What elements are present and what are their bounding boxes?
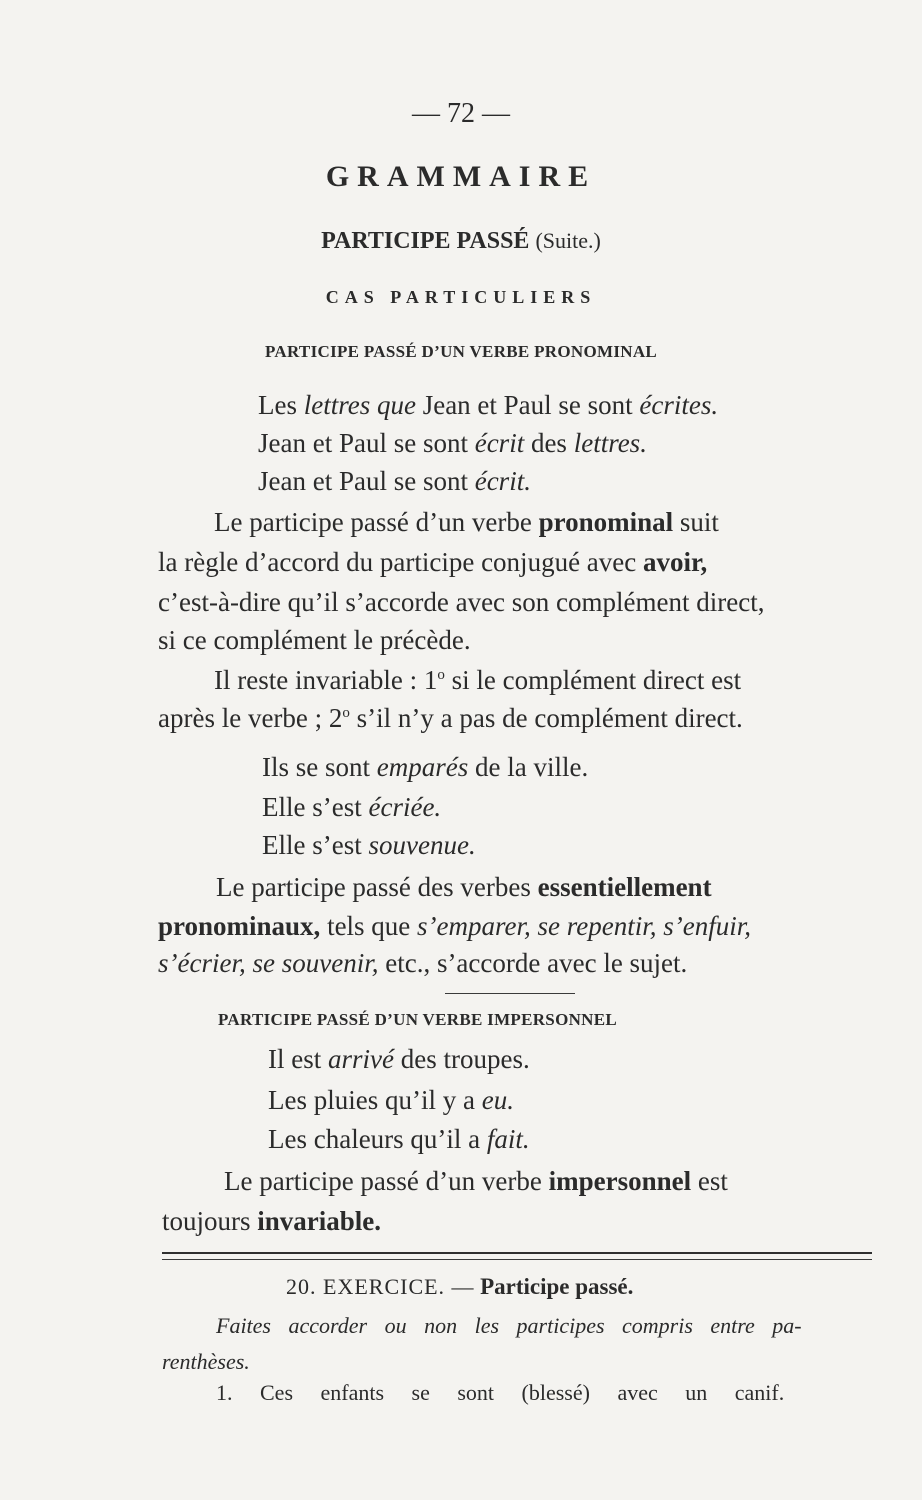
rule2-line1: Il reste invariable : 1$^o$ si le complément direct est <box>214 665 742 695</box>
exercise-instruction-line1: Faites accorder ou non les participes compris entre pa- <box>216 1313 802 1338</box>
rule1-line3: c’est-à-dire qu’il s’accorde avec son complément direct, <box>158 587 765 617</box>
section-heading: CAS PARTICULIERS <box>325 287 597 307</box>
exercise-item-1: 1. Ces enfants se sont (blessé) avec un canif. <box>216 1380 785 1405</box>
exercise-rule-top <box>162 1252 872 1254</box>
subtitle-main: PARTICIPE PASSÉ <box>321 228 530 254</box>
impersonnel-rule-line2: toujours invariable. <box>162 1206 382 1236</box>
subtitle-note: (Suite.) <box>535 228 601 253</box>
pronominal-example-6: Elle s’est souvenue. <box>262 830 476 860</box>
rule3-line2: pronominaux, tels que s’emparer, se repentir, s’enfuir, <box>158 911 752 941</box>
impersonnel-rule-line1: Le participe passé d’un verbe impersonnel est <box>224 1166 728 1196</box>
exercise-heading: 20. EXERCICE. — Participe passé. <box>286 1274 634 1299</box>
pronominal-example-2: Jean et Paul se sont écrit des lettres. <box>258 428 647 458</box>
pronominal-example-5: Elle s’est écriée. <box>262 792 442 822</box>
impersonnel-example-1: Il est arrivé des troupes. <box>268 1044 530 1074</box>
rule1-line2: la règle d’accord du participe conjugué avec avoir, <box>158 547 708 577</box>
rule1-line4: si ce complément le précède. <box>158 625 471 655</box>
rule1-line1: Le participe passé d’un verbe pronominal suit <box>214 507 719 537</box>
pronominal-example-3: Jean et Paul se sont écrit. <box>258 466 531 496</box>
exercise-instruction-line2: renthèses. <box>162 1349 250 1374</box>
exercise-rule-bottom <box>162 1259 872 1260</box>
pronominal-example-4: Ils se sont emparés de la ville. <box>262 752 589 782</box>
rule2-line2: après le verbe ; 2$^o$ s’il n’y a pas de complément direct. <box>158 703 743 733</box>
impersonnel-example-2: Les pluies qu’il y a eu. <box>268 1085 514 1115</box>
rule3-line3: s’écrier, se souvenir, etc., s’accorde avec le sujet. <box>158 948 688 978</box>
pronominal-example-1: Les lettres que Jean et Paul se sont écrites. <box>258 390 719 420</box>
section-divider <box>445 993 575 994</box>
pronominal-heading: PARTICIPE PASSÉ D’UN VERBE PRONOMINAL <box>264 342 658 361</box>
page-number: — 72 — <box>412 98 510 129</box>
page-title: GRAMMAIRE <box>325 160 597 193</box>
rule3-line1: Le participe passé des verbes essentiellement <box>216 872 712 902</box>
impersonnel-example-3: Les chaleurs qu’il a fait. <box>268 1124 530 1154</box>
subtitle <box>0 228 922 255</box>
impersonnel-heading: PARTICIPE PASSÉ D’UN VERBE IMPERSONNEL <box>218 1010 618 1029</box>
